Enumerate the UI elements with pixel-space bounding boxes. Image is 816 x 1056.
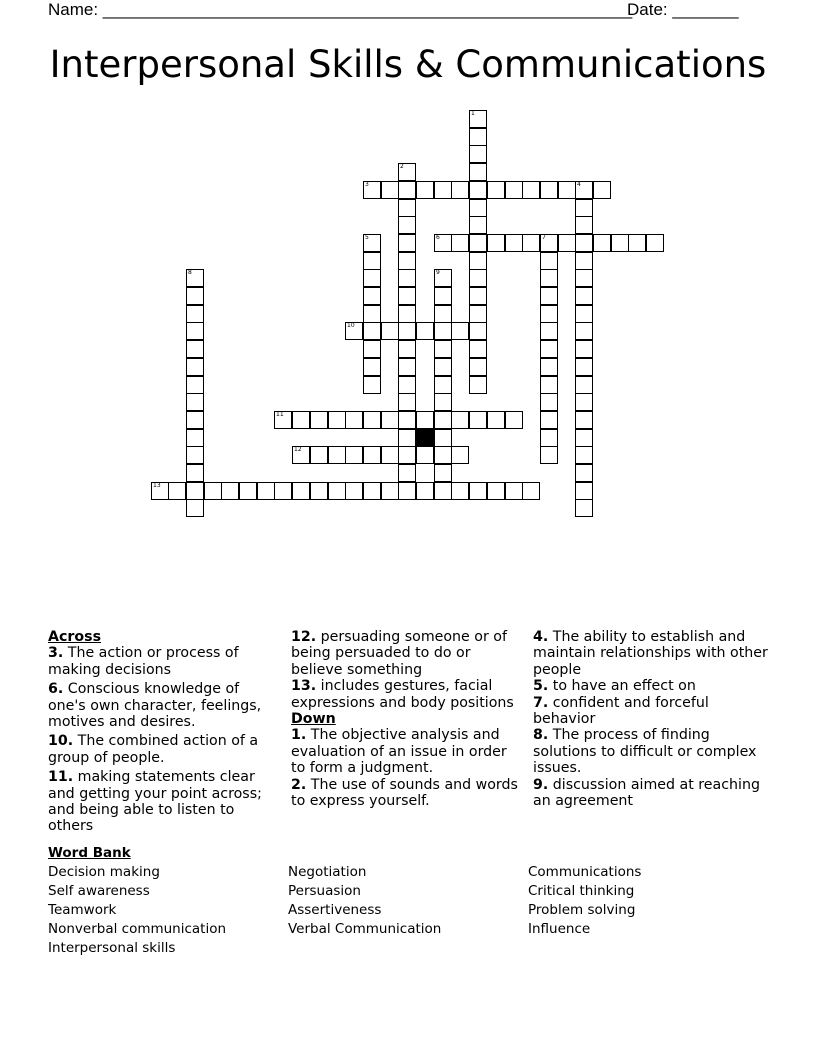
crossword-cell[interactable] — [186, 322, 204, 340]
crossword-cell[interactable] — [469, 216, 487, 234]
word-bank-item: Critical thinking — [528, 883, 635, 899]
crossword-cell[interactable] — [575, 269, 593, 287]
crossword-cell[interactable] — [434, 376, 452, 394]
page-title: Interpersonal Skills & Communications — [49, 43, 767, 86]
crossword-cell[interactable] — [558, 181, 576, 199]
crossword-cell[interactable] — [363, 446, 381, 464]
crossword-cell[interactable] — [310, 446, 328, 464]
crossword-cell[interactable] — [522, 181, 540, 199]
crossword-cell[interactable] — [451, 446, 469, 464]
crossword-cell[interactable] — [540, 411, 558, 429]
crossword-cell[interactable] — [416, 322, 434, 340]
crossword-cell[interactable] — [469, 482, 487, 500]
crossword-cell[interactable] — [186, 411, 204, 429]
crossword-cell[interactable] — [469, 128, 487, 146]
word-bank-item: Nonverbal communication — [48, 921, 227, 937]
crossword-cell[interactable] — [186, 305, 204, 323]
crossword-cell[interactable] — [310, 482, 328, 500]
clue-number: 2 — [400, 163, 404, 170]
word-bank-column-1 — [48, 863, 226, 958]
crossword-cell[interactable] — [451, 482, 469, 500]
crossword-cell[interactable] — [434, 305, 452, 323]
clue-number: 8 — [188, 269, 192, 276]
crossword-cell[interactable] — [451, 181, 469, 199]
crossword-cell[interactable] — [646, 234, 664, 252]
clue-number: 10 — [347, 322, 355, 329]
clues-column-1 — [48, 629, 274, 838]
crossword-cell[interactable] — [345, 446, 363, 464]
clue-down-5: 5. to have an effect on — [533, 678, 696, 695]
crossword-cell[interactable] — [575, 216, 593, 234]
clue-across-6: 6. Conscious knowledge of one's own character, feelings, motives and desires. — [48, 681, 262, 731]
crossword-cell[interactable] — [363, 411, 381, 429]
crossword-cell[interactable] — [451, 322, 469, 340]
clue-across-3: 3. The action or process of making decisions — [48, 645, 239, 678]
word-bank-item: Influence — [528, 921, 591, 937]
crossword-cell[interactable] — [328, 446, 346, 464]
crossword-cell[interactable] — [398, 216, 416, 234]
crossword-cell[interactable] — [540, 340, 558, 358]
crossword-cell[interactable] — [363, 234, 381, 252]
crossword-cell[interactable] — [540, 322, 558, 340]
across-heading: Across — [48, 629, 102, 645]
crossword-cell[interactable] — [398, 393, 416, 411]
crossword-black-cell — [416, 429, 434, 447]
crossword-cell[interactable] — [451, 411, 469, 429]
crossword-cell[interactable] — [398, 252, 416, 270]
crossword-cell[interactable] — [469, 340, 487, 358]
crossword-cell[interactable] — [398, 234, 416, 252]
crossword-cell[interactable] — [575, 446, 593, 464]
crossword-cell[interactable] — [434, 358, 452, 376]
crossword-cell[interactable] — [363, 322, 381, 340]
crossword-cell[interactable] — [239, 482, 257, 500]
crossword-cell[interactable] — [398, 305, 416, 323]
crossword-cell[interactable] — [540, 305, 558, 323]
crossword-cell[interactable] — [540, 446, 558, 464]
word-bank-item: Problem solving — [528, 902, 636, 918]
crossword-cell[interactable] — [381, 446, 399, 464]
crossword-cell[interactable] — [540, 234, 558, 252]
word-bank-item: Decision making — [48, 864, 160, 880]
crossword-cell[interactable] — [363, 287, 381, 305]
crossword-cell[interactable] — [398, 287, 416, 305]
crossword-cell[interactable] — [292, 411, 310, 429]
crossword-cell[interactable] — [186, 499, 204, 517]
crossword-cell[interactable] — [257, 482, 275, 500]
crossword-cell[interactable] — [575, 482, 593, 500]
crossword-cell[interactable] — [575, 464, 593, 482]
word-bank-column-3 — [528, 863, 641, 939]
clue-down-7: 7. confident and forceful behavior — [533, 694, 709, 728]
crossword-cell[interactable] — [398, 358, 416, 376]
word-bank-item: Assertiveness — [288, 902, 382, 918]
crossword-cell[interactable] — [522, 482, 540, 500]
crossword-cell[interactable] — [398, 269, 416, 287]
crossword-cell[interactable] — [434, 269, 452, 287]
crossword-cell[interactable] — [434, 287, 452, 305]
crossword-cell[interactable] — [363, 269, 381, 287]
crossword-cell[interactable] — [575, 358, 593, 376]
crossword-cell[interactable] — [398, 376, 416, 394]
crossword-cell[interactable] — [363, 376, 381, 394]
crossword-cell[interactable] — [398, 446, 416, 464]
clue-number: 11 — [276, 411, 284, 418]
crossword-cell[interactable] — [416, 446, 434, 464]
word-bank-item: Self awareness — [48, 883, 150, 899]
crossword-cell[interactable] — [487, 234, 505, 252]
crossword-cell[interactable] — [487, 181, 505, 199]
crossword-cell[interactable] — [398, 163, 416, 181]
crossword-cell[interactable] — [505, 411, 523, 429]
clue-number: 1 — [471, 110, 475, 117]
crossword-cell[interactable] — [575, 499, 593, 517]
clue-down-8: 8. The process of finding solutions to difficult or complex issues. — [533, 727, 757, 777]
crossword-cell[interactable] — [611, 234, 629, 252]
crossword-cell[interactable] — [328, 482, 346, 500]
crossword-cell[interactable] — [398, 411, 416, 429]
crossword-cell[interactable] — [575, 199, 593, 217]
crossword-cell[interactable] — [363, 181, 381, 199]
crossword-cell[interactable] — [540, 181, 558, 199]
clue-down-1: 1. The objective analysis and evaluation of an issue in order to form a judgment. — [291, 727, 507, 777]
crossword-cell[interactable] — [469, 181, 487, 199]
clue-down-2: 2. The use of sounds and words to express yourself. — [291, 776, 518, 810]
clue-number: 3 — [365, 181, 369, 188]
crossword-cell[interactable] — [505, 234, 523, 252]
crossword-cell[interactable] — [505, 482, 523, 500]
crossword-cell[interactable] — [186, 269, 204, 287]
crossword-cell[interactable] — [434, 181, 452, 199]
crossword-cell[interactable] — [186, 446, 204, 464]
crossword-cell[interactable] — [186, 358, 204, 376]
word-bank-item: Communications — [528, 864, 642, 880]
crossword-cell[interactable] — [522, 234, 540, 252]
crossword-cell[interactable] — [575, 411, 593, 429]
down-heading: Down — [291, 711, 336, 728]
crossword-cell[interactable] — [363, 252, 381, 270]
crossword-cell[interactable] — [575, 376, 593, 394]
crossword-cell[interactable] — [310, 411, 328, 429]
crossword-cell[interactable] — [168, 482, 186, 500]
crossword-cell[interactable] — [628, 234, 646, 252]
crossword-cell[interactable] — [575, 429, 593, 447]
crossword-cell[interactable] — [540, 429, 558, 447]
crossword-cell[interactable] — [487, 482, 505, 500]
word-bank-heading: Word Bank — [48, 845, 131, 861]
crossword-cell[interactable] — [186, 340, 204, 358]
crossword-cell[interactable] — [434, 393, 452, 411]
crossword-cell[interactable] — [381, 181, 399, 199]
crossword-cell[interactable] — [575, 305, 593, 323]
crossword-cell[interactable] — [416, 482, 434, 500]
clue-across-10: 10. The combined action of a group of people. — [48, 733, 259, 766]
crossword-cell[interactable] — [540, 287, 558, 305]
crossword-cell[interactable] — [398, 199, 416, 217]
crossword-cell[interactable] — [416, 411, 434, 429]
clue-across-13: 13. includes gestures, facial expressions and body positions — [291, 678, 514, 711]
crossword-cell[interactable] — [575, 287, 593, 305]
crossword-cell[interactable] — [381, 411, 399, 429]
crossword-cell[interactable] — [487, 411, 505, 429]
crossword-cell[interactable] — [186, 287, 204, 305]
crossword-cell[interactable] — [434, 340, 452, 358]
crossword-cell[interactable] — [434, 429, 452, 447]
clue-number: 9 — [436, 269, 440, 276]
crossword-cell[interactable] — [345, 322, 363, 340]
crossword-cell[interactable] — [363, 482, 381, 500]
crossword-cell[interactable] — [398, 340, 416, 358]
crossword-cell[interactable] — [451, 234, 469, 252]
clue-number: 6 — [436, 234, 440, 241]
crossword-cell[interactable] — [363, 305, 381, 323]
clue-down-9: 9. discussion aimed at reaching an agreement — [533, 776, 760, 810]
crossword-cell[interactable] — [469, 199, 487, 217]
word-bank-item: Teamwork — [48, 902, 117, 918]
crossword-cell[interactable] — [575, 234, 593, 252]
crossword-cell[interactable] — [398, 181, 416, 199]
name-field[interactable]: Name: ________________________________________________________ — [48, 0, 633, 19]
word-bank-item: Verbal Communication — [288, 921, 442, 937]
clue-number: 12 — [294, 446, 302, 453]
crossword-cell[interactable] — [186, 376, 204, 394]
word-bank-item: Negotiation — [288, 864, 367, 880]
crossword-cell[interactable] — [434, 234, 452, 252]
crossword-cell[interactable] — [328, 411, 346, 429]
word-bank-column-2 — [288, 863, 441, 939]
crossword-cell[interactable] — [469, 145, 487, 163]
crossword-cell[interactable] — [558, 234, 576, 252]
clues-column-2 — [291, 629, 519, 809]
crossword-cell[interactable] — [381, 482, 399, 500]
crossword-cell[interactable] — [469, 269, 487, 287]
word-bank-item: Persuasion — [288, 883, 361, 899]
crossword-cell[interactable] — [469, 287, 487, 305]
crossword-cell[interactable] — [381, 322, 399, 340]
crossword-cell[interactable] — [345, 482, 363, 500]
crossword-cell[interactable] — [575, 181, 593, 199]
crossword-cell[interactable] — [575, 340, 593, 358]
crossword-cell[interactable] — [575, 393, 593, 411]
crossword-cell[interactable] — [469, 110, 487, 128]
crossword-cell[interactable] — [540, 269, 558, 287]
crossword-cell[interactable] — [221, 482, 239, 500]
crossword-cell[interactable] — [469, 376, 487, 394]
crossword-cell[interactable] — [540, 376, 558, 394]
crossword-cell[interactable] — [469, 234, 487, 252]
clue-down-4: 4. The ability to establish and maintain relationships with other people — [533, 629, 768, 678]
crossword-cell[interactable] — [345, 411, 363, 429]
crossword-cell[interactable] — [593, 234, 611, 252]
crossword-cell[interactable] — [540, 252, 558, 270]
crossword-cell[interactable] — [398, 464, 416, 482]
crossword-cell[interactable] — [363, 340, 381, 358]
crossword-cell[interactable] — [363, 358, 381, 376]
crossword-cell[interactable] — [186, 464, 204, 482]
clue-across-11: 11. making statements clear and getting your point across; and being able to listen to others — [48, 769, 262, 835]
crossword-cell[interactable] — [434, 322, 452, 340]
crossword-cell[interactable] — [505, 181, 523, 199]
clue-across-12: 12. persuading someone or of being persuaded to do or believe something — [291, 629, 507, 678]
crossword-cell[interactable] — [416, 181, 434, 199]
crossword-cell[interactable] — [434, 482, 452, 500]
crossword-cell[interactable] — [204, 482, 222, 500]
word-bank-item: Interpersonal skills — [48, 940, 176, 956]
crossword-cell[interactable] — [540, 358, 558, 376]
crossword-cell[interactable] — [398, 322, 416, 340]
clues-column-3 — [533, 629, 769, 809]
crossword-cell[interactable] — [434, 464, 452, 482]
crossword-cell[interactable] — [151, 482, 169, 500]
crossword-cell[interactable] — [274, 411, 292, 429]
date-field[interactable]: Date: _______ — [627, 0, 739, 19]
crossword-cell[interactable] — [186, 482, 204, 500]
crossword-cell[interactable] — [434, 411, 452, 429]
crossword-cell[interactable] — [434, 446, 452, 464]
crossword-cell[interactable] — [469, 252, 487, 270]
clue-number: 7 — [542, 234, 546, 241]
clue-number: 5 — [365, 234, 369, 241]
crossword-cell[interactable] — [292, 482, 310, 500]
crossword-cell[interactable] — [186, 429, 204, 447]
crossword-cell[interactable] — [398, 429, 416, 447]
crossword-cell[interactable] — [292, 446, 310, 464]
crossword-cell[interactable] — [274, 482, 292, 500]
crossword-cell[interactable] — [593, 181, 611, 199]
crossword-cell[interactable] — [469, 163, 487, 181]
crossword-cell[interactable] — [186, 393, 204, 411]
crossword-cell[interactable] — [398, 482, 416, 500]
clue-number: 13 — [153, 482, 161, 489]
crossword-cell[interactable] — [575, 252, 593, 270]
crossword-cell[interactable] — [469, 411, 487, 429]
clue-number: 4 — [577, 181, 581, 188]
crossword-cell[interactable] — [469, 322, 487, 340]
crossword-cell[interactable] — [575, 322, 593, 340]
crossword-cell[interactable] — [469, 358, 487, 376]
crossword-cell[interactable] — [540, 393, 558, 411]
crossword-cell[interactable] — [469, 305, 487, 323]
